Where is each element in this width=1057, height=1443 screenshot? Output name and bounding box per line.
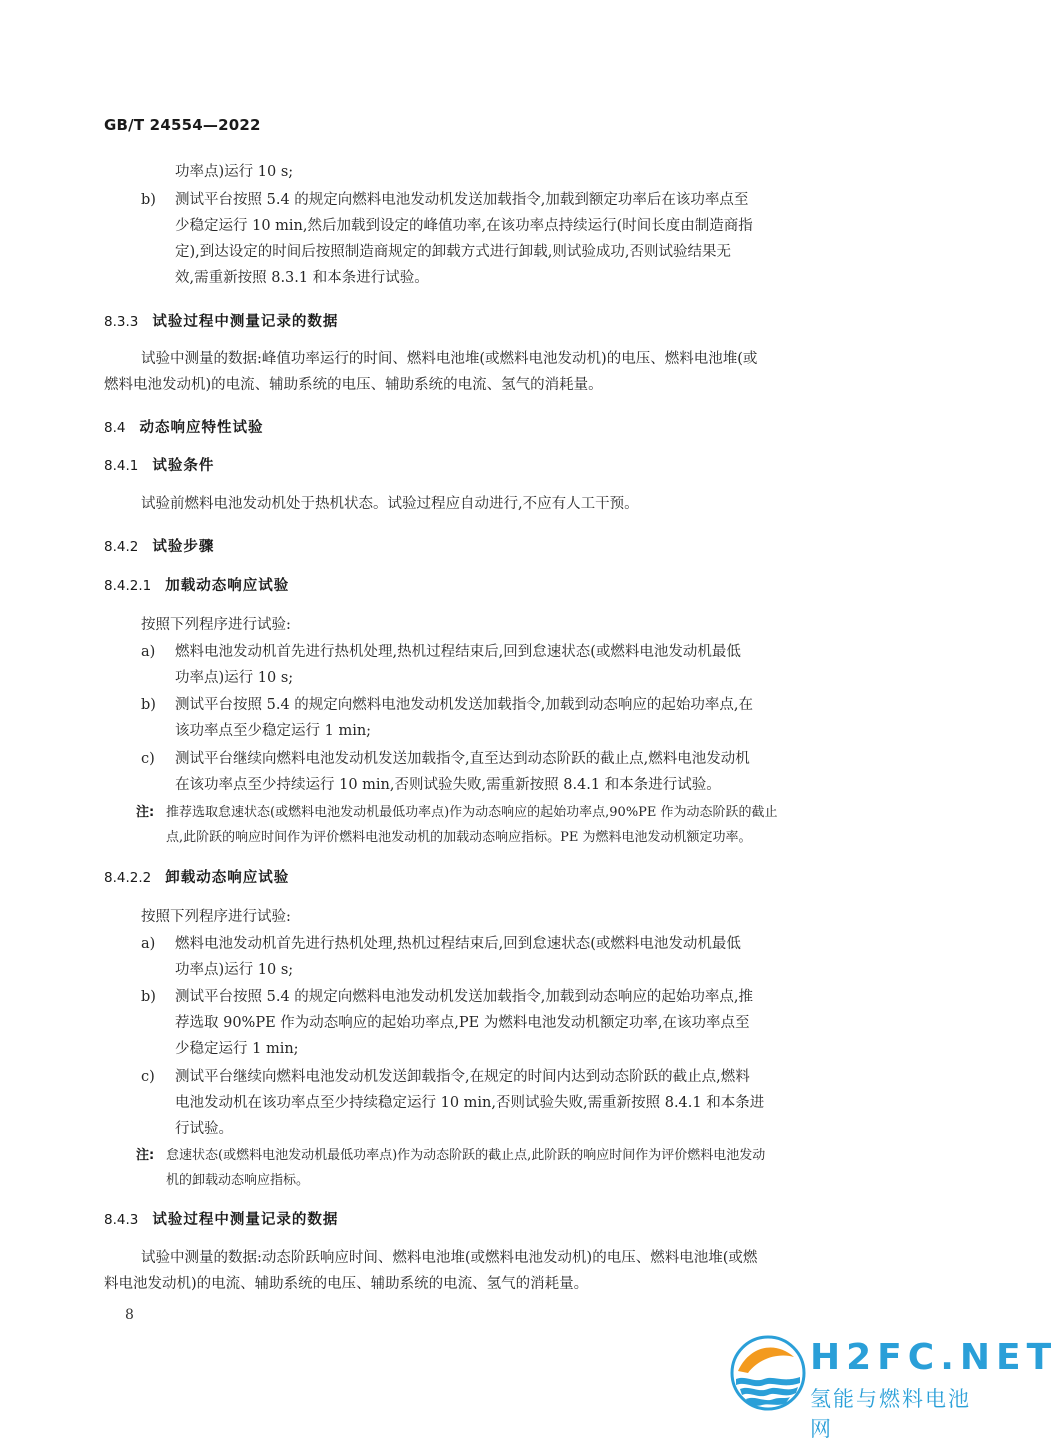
page-number: 8 bbox=[125, 1307, 134, 1323]
note-text: 怠速状态(或燃料电池发动机最低功率点)作为动态阶跃的截止点,此阶跃的响应时间作为评价燃料电池发动 bbox=[166, 1148, 766, 1163]
section-heading-8-4-2-2 bbox=[104, 868, 289, 888]
list-marker-b: b) bbox=[141, 697, 156, 713]
list-item-text: 功率点)运行 10 s; bbox=[175, 670, 294, 686]
section-number: 8.3.3 bbox=[104, 314, 139, 330]
site-logo bbox=[728, 1333, 1057, 1441]
paragraph-line: 试验中测量的数据:峰值功率运行的时间、燃料电池堆(或燃料电池发动机)的电压、燃料电池堆(或 bbox=[141, 351, 758, 367]
paragraph-line: 试验中测量的数据:动态阶跃响应时间、燃料电池堆(或燃料电池发动机)的电压、燃料电池堆(或燃 bbox=[141, 1250, 758, 1266]
section-title: 试验条件 bbox=[152, 458, 215, 474]
section-title: 试验过程中测量记录的数据 bbox=[152, 314, 339, 330]
section-title: 试验步骤 bbox=[152, 539, 215, 555]
paragraph-line: 按照下列程序进行试验: bbox=[141, 617, 291, 633]
section-number: 8.4.3 bbox=[104, 1212, 139, 1228]
list-marker-c: c) bbox=[141, 1069, 155, 1085]
list-item-text: 测试平台继续向燃料电池发动机发送卸载指令,在规定的时间内达到动态阶跃的截止点,燃料 bbox=[175, 1069, 750, 1085]
list-item-text: 测试平台按照 5.4 的规定向燃料电池发动机发送加载指令,加载到动态响应的起始功率点,在 bbox=[175, 697, 753, 713]
list-marker-a: a) bbox=[141, 936, 156, 952]
section-title: 试验过程中测量记录的数据 bbox=[152, 1212, 339, 1228]
list-item-text: 燃料电池发动机首先进行热机处理,热机过程结束后,回到怠速状态(或燃料电池发动机最低 bbox=[175, 644, 741, 660]
list-item-text: 行试验。 bbox=[175, 1121, 233, 1137]
note-text: 推荐选取怠速状态(或燃料电池发动机最低功率点)作为动态响应的起始功率点,90%PE 作为动态阶跃的截止 bbox=[166, 805, 778, 820]
section-number: 8.4.2 bbox=[104, 539, 139, 555]
section-heading-8-4 bbox=[104, 418, 263, 438]
section-title: 动态响应特性试验 bbox=[139, 420, 264, 436]
note-label: 注: bbox=[136, 805, 155, 820]
note-text: 机的卸载动态响应指标。 bbox=[166, 1173, 310, 1188]
list-item-text: 定),到达设定的时间后按照制造商规定的卸载方式进行卸载,则试验成功,否则试验结果无 bbox=[175, 244, 731, 260]
section-number: 8.4.2.2 bbox=[104, 870, 152, 886]
list-item-text: 少稳定运行 10 min,然后加载到设定的峰值功率,在该功率点持续运行(时间长度由制造商指 bbox=[175, 218, 753, 234]
list-item-text: 该功率点至少稳定运行 1 min; bbox=[175, 723, 372, 739]
section-number: 8.4.2.1 bbox=[104, 578, 152, 594]
section-heading-8-4-2 bbox=[104, 537, 214, 557]
list-item-text: 少稳定运行 1 min; bbox=[175, 1041, 299, 1057]
list-item-text: 测试平台按照 5.4 的规定向燃料电池发动机发送加载指令,加载到动态响应的起始功率点,推 bbox=[175, 989, 753, 1005]
paragraph-line: 试验前燃料电池发动机处于热机状态。试验过程应自动进行,不应有人工干预。 bbox=[141, 496, 639, 512]
list-item-text: 测试平台继续向燃料电池发动机发送加载指令,直至达到动态阶跃的截止点,燃料电池发动机 bbox=[175, 751, 750, 767]
section-number: 8.4 bbox=[104, 420, 126, 436]
list-item-text: 电池发动机在该功率点至少持续稳定运行 10 min,否则试验失败,需重新按照 8.4.1 和本条进 bbox=[175, 1095, 765, 1111]
list-item-text: 效,需重新按照 8.3.1 和本条进行试验。 bbox=[175, 270, 429, 286]
section-title: 加载动态响应试验 bbox=[165, 578, 290, 594]
logo-emblem-icon bbox=[728, 1333, 808, 1415]
paragraph-line: 燃料电池发动机)的电流、辅助系统的电压、辅助系统的电流、氢气的消耗量。 bbox=[104, 377, 603, 393]
list-item-text: 测试平台按照 5.4 的规定向燃料电池发动机发送加载指令,加载到额定功率后在该功率点至 bbox=[175, 192, 749, 208]
note-label: 注: bbox=[136, 1148, 155, 1163]
section-heading-8-3-3 bbox=[104, 312, 338, 332]
section-heading-8-4-2-1 bbox=[104, 576, 289, 596]
paragraph-line: 料电池发动机)的电流、辅助系统的电压、辅助系统的电流、氢气的消耗量。 bbox=[104, 1276, 589, 1292]
paragraph-line: 按照下列程序进行试验: bbox=[141, 909, 291, 925]
list-item-text: 功率点)运行 10 s; bbox=[175, 962, 294, 978]
list-item-text: 荐选取 90%PE 作为动态响应的起始功率点,PE 为燃料电池发动机额定功率,在该功率点至 bbox=[175, 1015, 750, 1031]
section-title: 卸载动态响应试验 bbox=[165, 870, 290, 886]
section-number: 8.4.1 bbox=[104, 458, 139, 474]
document-id: GB/T 24554—2022 bbox=[104, 116, 261, 134]
list-item-text: 燃料电池发动机首先进行热机处理,热机过程结束后,回到怠速状态(或燃料电池发动机最低 bbox=[175, 936, 741, 952]
section-heading-8-4-1 bbox=[104, 456, 214, 476]
list-marker-b: b) bbox=[141, 192, 156, 208]
logo-text: H2FC.NET bbox=[810, 1337, 1057, 1378]
list-marker-b: b) bbox=[141, 989, 156, 1005]
list-item-text: 在该功率点至少持续运行 10 min,否则试验失败,需重新按照 8.4.1 和本条进行试验。 bbox=[175, 777, 721, 793]
list-marker-a: a) bbox=[141, 644, 156, 660]
note-text: 点,此阶跃的响应时间作为评价燃料电池发动机的加载动态响应指标。PE 为燃料电池发动机额定功率。 bbox=[166, 830, 752, 845]
list-marker-c: c) bbox=[141, 751, 155, 767]
section-heading-8-4-3 bbox=[104, 1210, 338, 1230]
logo-subtitle: 氢能与燃料电池网 bbox=[810, 1387, 971, 1441]
list-item-text: 功率点)运行 10 s; bbox=[175, 164, 294, 180]
